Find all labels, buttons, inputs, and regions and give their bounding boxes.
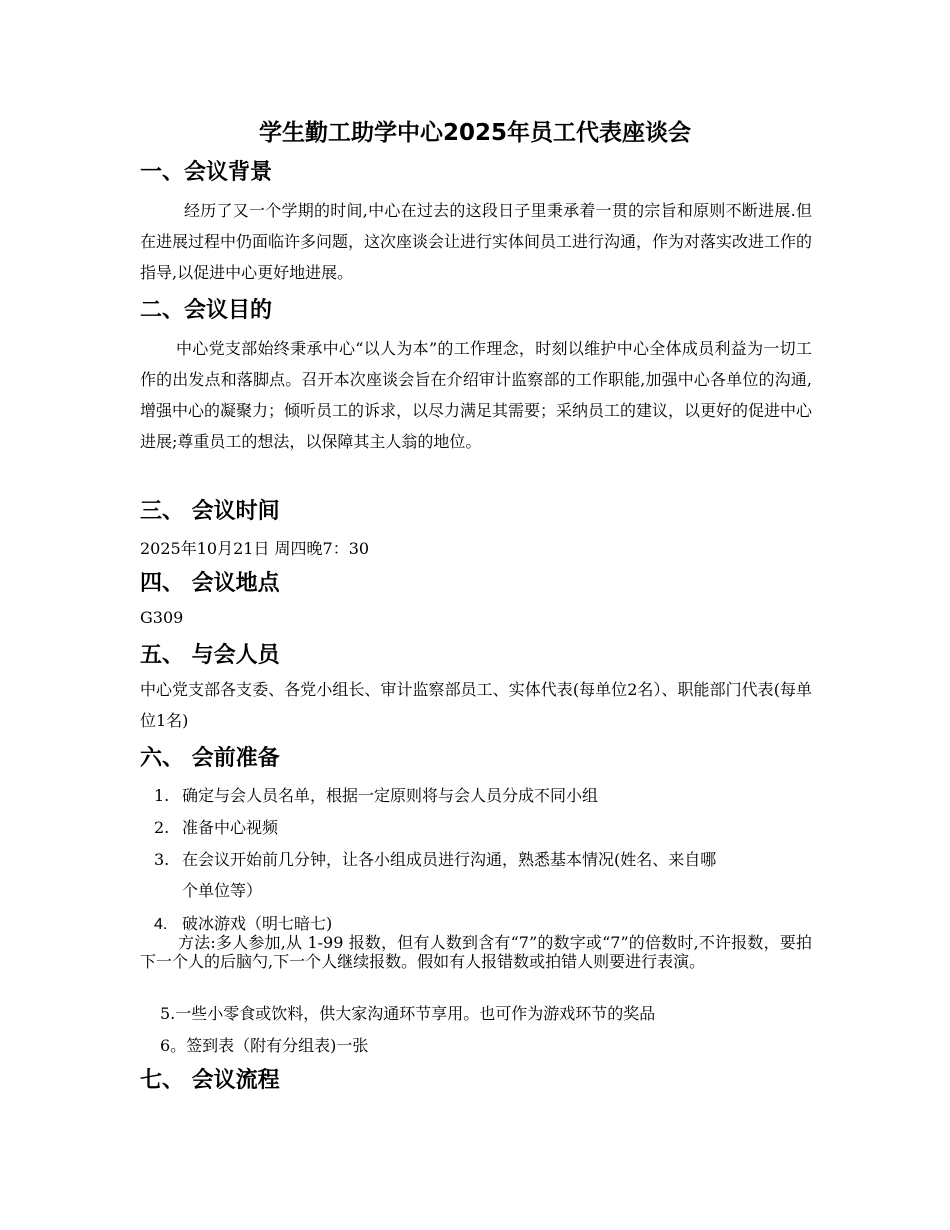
paragraph-background: 经历了又一个学期的时间,中心在过去的这段日子里秉承着一贯的宗旨和原则不断进展.但在进展过程中仍面临许多问题，这次座谈会让进行实体间员工进行沟通，作为对落实改进工作的指导,以促进中心更好地进展。 <box>140 201 813 282</box>
list-text: 准备中心视频 <box>182 818 279 837</box>
meeting-location: G309 <box>140 608 184 627</box>
list-text: 在会议开始前几分钟，让各小组成员进行沟通，熟悉基本情况(姓名、来自哪 <box>182 850 717 869</box>
heading-time: 三、 会议时间 <box>140 499 280 524</box>
heading-purpose: 二、会议目的 <box>140 298 273 323</box>
game-method: 方法:多人参加,从 1-99 报数，但有人数到含有“7”的数字或“7”的倍数时,不许报数，要拍下一个人的后脑勺,下一个人继续报数。假如有人报错数或拍错人则要进行表演。 <box>140 933 812 971</box>
list-number: 3. <box>154 850 170 869</box>
list-item-snacks: 5.一些小零食或饮料，供大家沟通环节享用。也可作为游戏环节的奖品 <box>160 1004 656 1023</box>
list-number: 1. <box>154 786 170 805</box>
list-item <box>154 783 598 806</box>
paragraph-purpose: 中心党支部始终秉承中心“以人为本”的工作理念，时刻以维护中心全体成员利益为一切工作的出发点和落脚点。召开本次座谈会旨在介绍审计监察部的工作职能,加强中心各单位的沟通,增强中心的凝聚力；倾听员工的诉求，以尽力满足其需要；采纳员工的建议，以更好的促进中心进展;尊重员工的想法，以保障其主人翁的地位。 <box>140 339 813 451</box>
list-item <box>154 815 278 838</box>
list-item <box>154 847 716 870</box>
heading-preparation: 六、 会前准备 <box>140 746 280 771</box>
meeting-time: 2025年10月21日 周四晚7：30 <box>140 539 370 558</box>
heading-attendees: 五、 与会人员 <box>140 643 280 668</box>
list-item <box>154 911 332 934</box>
list-item-continuation: 个单位等） <box>182 881 263 900</box>
list-item-signin: 6。签到表（附有分组表)一张 <box>160 1036 369 1055</box>
list-text: 确定与会人员名单，根据一定原则将与会人员分成不同小组 <box>182 786 599 805</box>
heading-location: 四、 会议地点 <box>140 571 280 596</box>
list-number: 2. <box>154 818 170 837</box>
heading-background: 一、会议背景 <box>140 160 273 185</box>
heading-agenda: 七、 会议流程 <box>140 1068 280 1093</box>
list-number: 4. <box>154 916 168 933</box>
document-title: 学生勤工助学中心2025年员工代表座谈会 <box>258 120 691 146</box>
attendees-list: 中心党支部各支委、各党小组长、审计监察部员工、实体代表(每单位2名）、职能部门代表(每单位1名) <box>140 680 812 730</box>
list-text: 破冰游戏（明七暗七) <box>182 914 333 933</box>
